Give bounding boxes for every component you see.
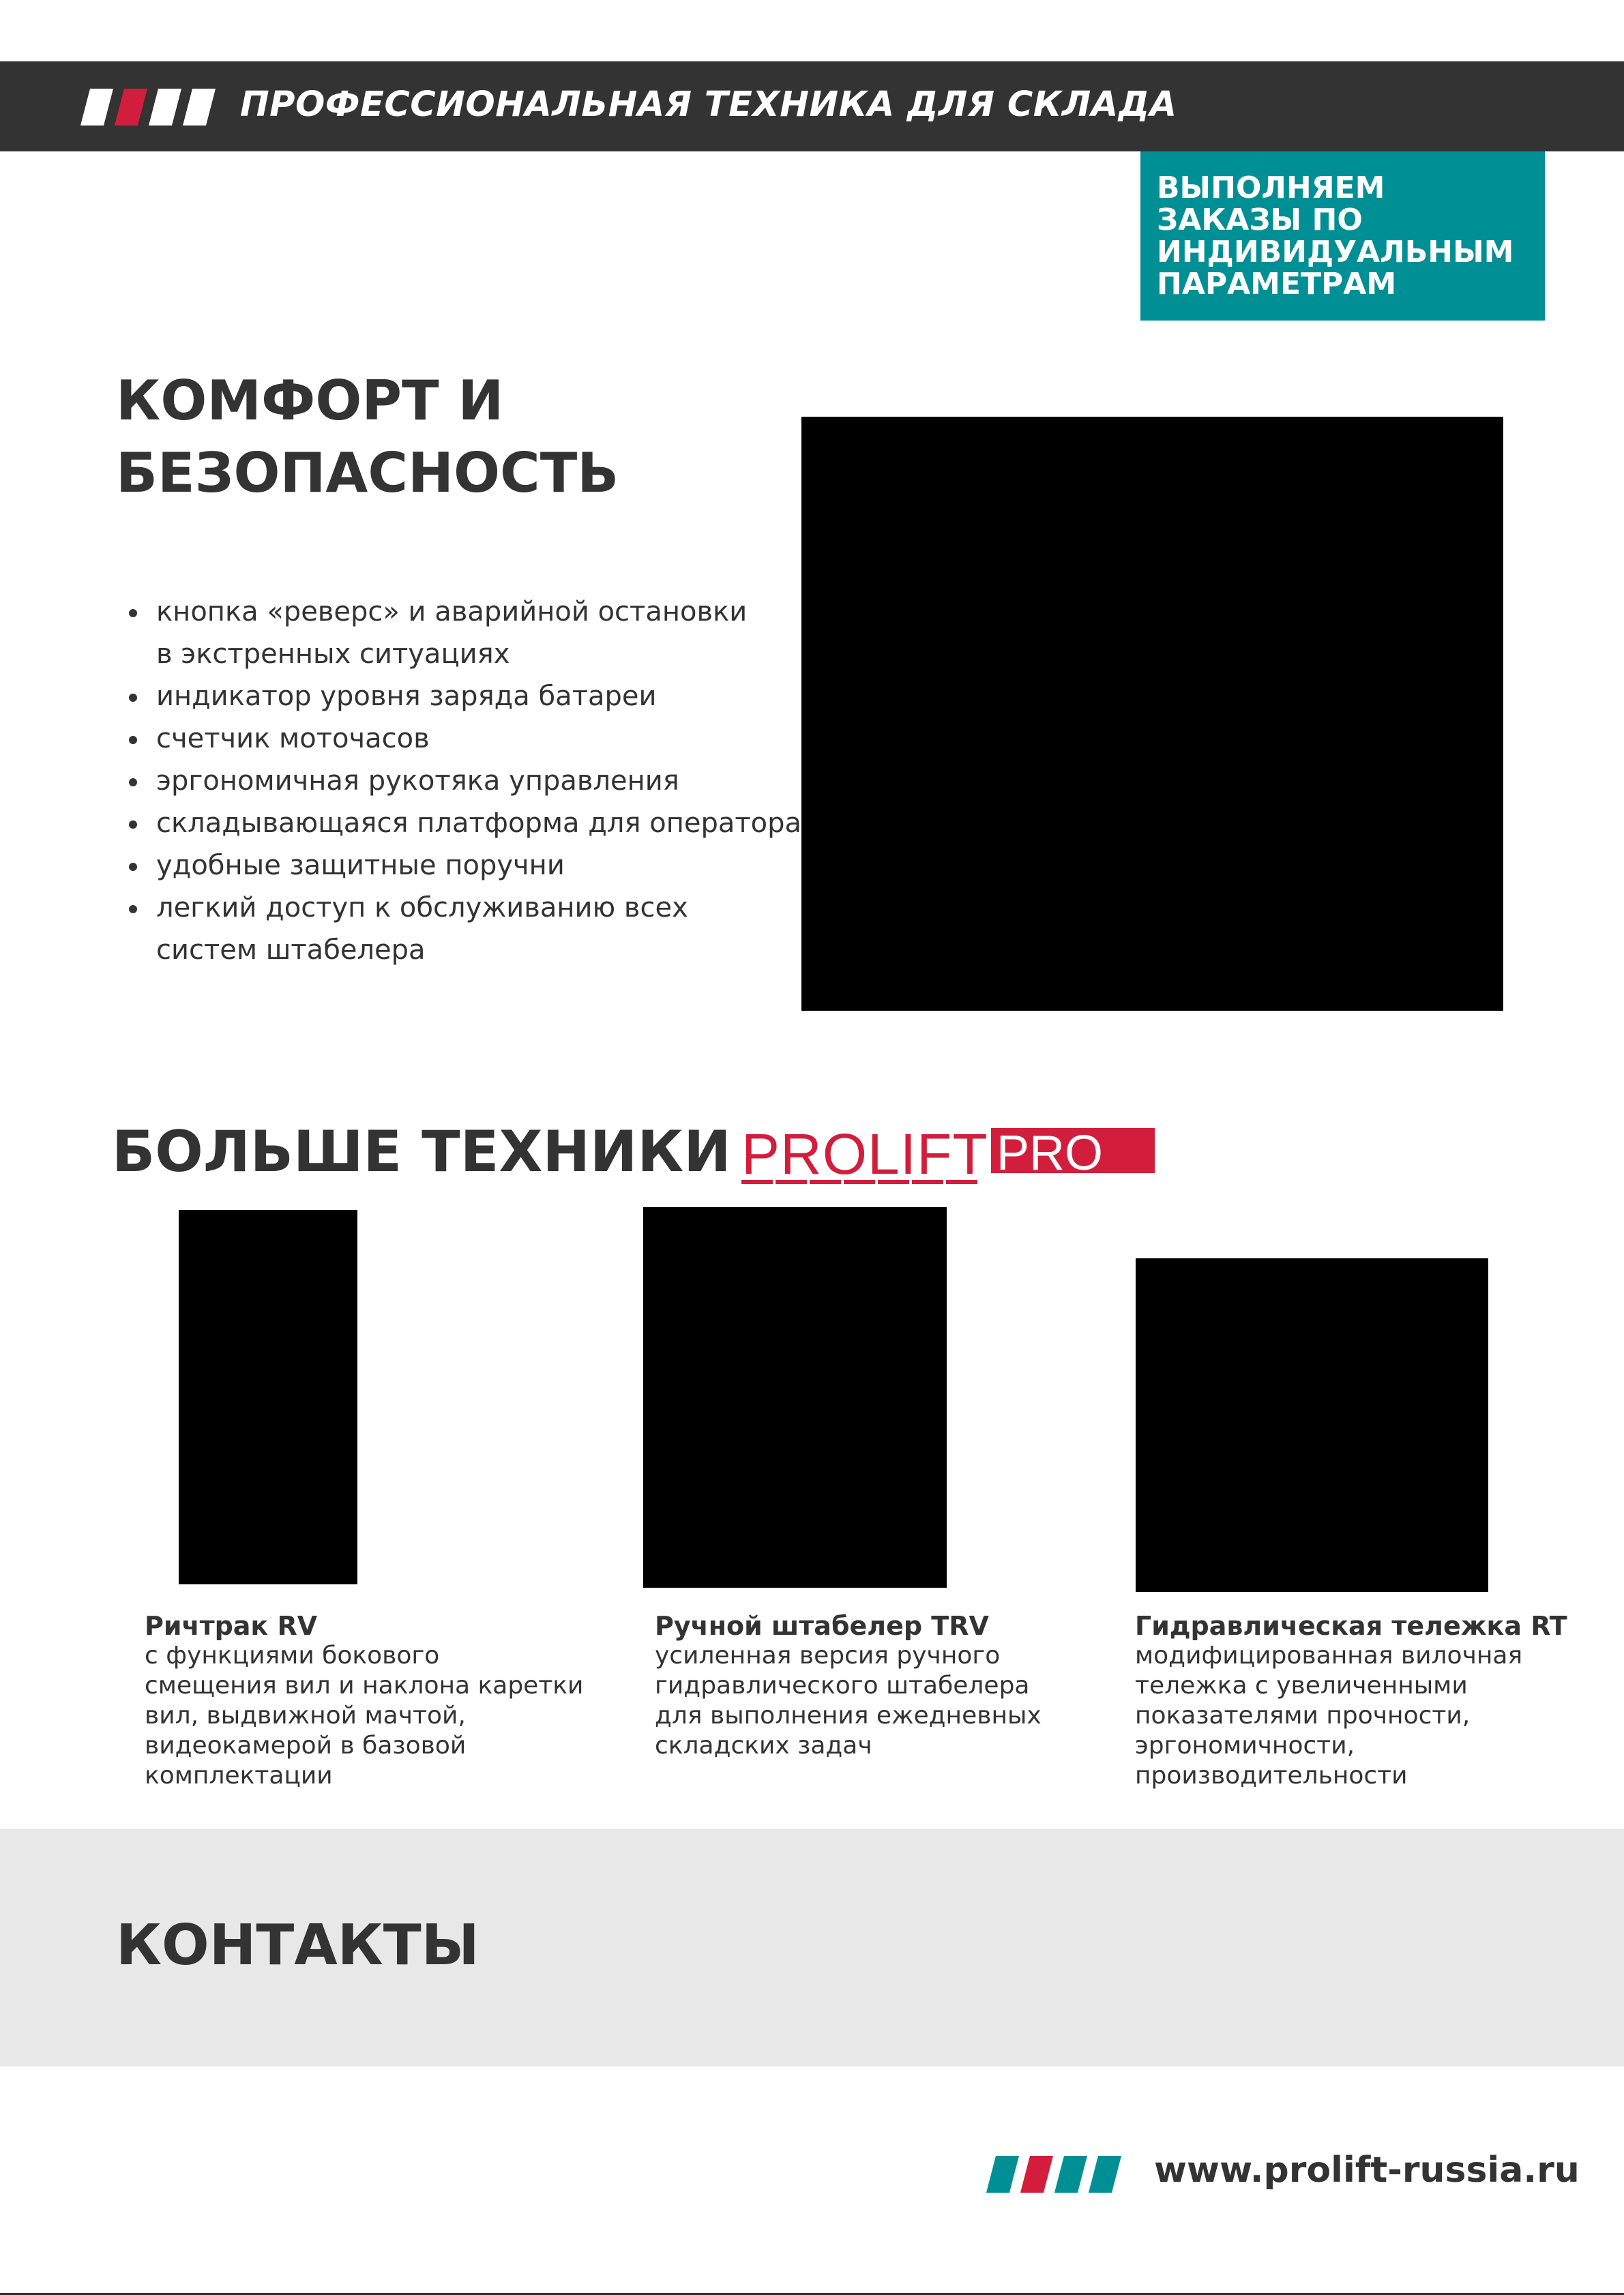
website-link[interactable]: www.prolift-russia.ru bbox=[1154, 2150, 1580, 2191]
prolift-pro-logo bbox=[741, 1122, 1104, 1186]
feature-text: легкий доступ к обслуживанию всех bbox=[156, 892, 688, 923]
product-title: Гидравлическая тележка RT bbox=[1135, 1611, 1567, 1641]
product-desc-line: показателями прочности, bbox=[1135, 1702, 1471, 1730]
product-desc-line: производительности bbox=[1135, 1762, 1408, 1790]
feature-item bbox=[127, 844, 838, 887]
logo-underline-icon bbox=[741, 1180, 979, 1184]
feature-text: удобные защитные поручни bbox=[156, 850, 565, 881]
comfort-heading-line: БЕЗОПАСНОСТЬ bbox=[116, 441, 619, 505]
brand-stripes-icon bbox=[986, 2156, 1123, 2193]
comfort-heading-line: КОМФОРТ И bbox=[116, 369, 504, 432]
stripe-1 bbox=[986, 2156, 1019, 2193]
pallet-truck-photo bbox=[1136, 1258, 1488, 1592]
custom-order-badge bbox=[1140, 151, 1545, 321]
feature-item bbox=[127, 675, 838, 717]
brand-stripes-icon bbox=[80, 89, 217, 125]
stripe-2 bbox=[1020, 2156, 1053, 2193]
product-description bbox=[655, 1641, 1042, 1761]
product-card bbox=[1135, 1611, 1567, 1791]
stripe-3 bbox=[149, 89, 181, 125]
feature-text: кнопка «реверс» и аварийной остановки bbox=[156, 596, 748, 627]
badge-line: ВЫПОЛНЯЕМ bbox=[1157, 171, 1385, 205]
feature-text: эргономичная рукотяка управления bbox=[156, 765, 679, 797]
product-title: Ричтрак RV bbox=[145, 1611, 318, 1641]
product-card bbox=[145, 1611, 583, 1791]
feature-text: в экстренных ситуациях bbox=[156, 638, 510, 670]
feature-text: счетчик моточасов bbox=[156, 723, 430, 754]
header-title: ПРОФЕССИОНАЛЬНАЯ ТЕХНИКА ДЛЯ СКЛАДА bbox=[240, 85, 1177, 125]
feature-text: индикатор уровня заряда батареи bbox=[156, 681, 657, 712]
more-equipment-heading: БОЛЬШЕ ТЕХНИКИ bbox=[112, 1119, 731, 1185]
stripe-2 bbox=[115, 89, 147, 125]
product-desc-line: комплектации bbox=[145, 1762, 333, 1790]
product-desc-line: модифицированная вилочная bbox=[1135, 1642, 1523, 1670]
logo-pro-text: PRO bbox=[996, 1126, 1104, 1181]
logo-wordmark: PROLIFT bbox=[741, 1122, 988, 1186]
stripe-3 bbox=[1054, 2156, 1087, 2193]
feature-item bbox=[127, 802, 838, 844]
feature-item bbox=[127, 887, 838, 971]
badge-line: ИНДИВИДУАЛЬНЫМ bbox=[1157, 235, 1514, 269]
comfort-heading bbox=[116, 365, 619, 509]
product-desc-line: тележка с увеличенными bbox=[1135, 1672, 1468, 1700]
product-card bbox=[655, 1611, 1042, 1761]
logo-pro-box bbox=[991, 1126, 1155, 1181]
manual-stacker-photo bbox=[643, 1207, 947, 1588]
stripe-4 bbox=[183, 89, 216, 125]
contacts-heading: КОНТАКТЫ bbox=[116, 1913, 479, 1978]
product-desc-line: усиленная версия ручного bbox=[655, 1642, 1001, 1670]
product-desc-line: видеокамерой в базовой bbox=[145, 1732, 467, 1760]
stacker-photo bbox=[801, 417, 1503, 1011]
product-desc-line: вил, выдвижной мачтой, bbox=[145, 1702, 466, 1730]
product-desc-line: с функциями бокового bbox=[145, 1642, 440, 1670]
product-desc-line: складских задач bbox=[655, 1732, 872, 1760]
feature-list bbox=[127, 591, 838, 971]
feature-item bbox=[127, 760, 838, 802]
badge-line: ПАРАМЕТРАМ bbox=[1157, 267, 1397, 301]
stripe-4 bbox=[1089, 2156, 1121, 2193]
product-desc-line: смещения вил и наклона каретки bbox=[145, 1672, 584, 1700]
product-title: Ручной штабелер TRV bbox=[655, 1611, 989, 1641]
product-desc-line: эргономичности, bbox=[1135, 1732, 1355, 1760]
feature-item bbox=[127, 591, 838, 675]
product-desc-line: для выполнения ежедневных bbox=[655, 1702, 1042, 1730]
feature-item bbox=[127, 717, 838, 760]
stripe-1 bbox=[80, 89, 113, 125]
product-description bbox=[1135, 1641, 1567, 1791]
feature-text: складывающаяся платформа для оператора bbox=[156, 808, 802, 839]
feature-text: систем штабелера bbox=[156, 934, 426, 966]
product-desc-line: гидравлического штабелера bbox=[655, 1672, 1030, 1700]
product-description bbox=[145, 1641, 583, 1791]
reach-truck-photo bbox=[179, 1210, 357, 1584]
badge-line: ЗАКАЗЫ ПО bbox=[1157, 203, 1363, 237]
